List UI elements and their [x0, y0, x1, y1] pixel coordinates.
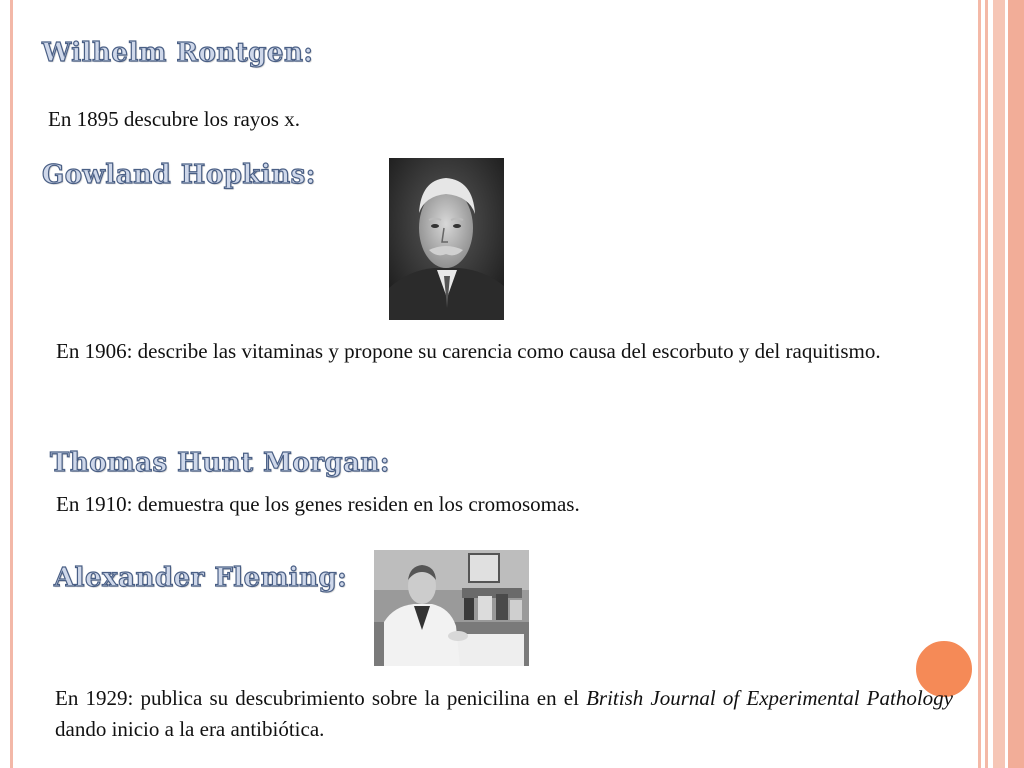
- journal-name: British Journal of Experimental Pathology: [586, 686, 954, 710]
- text-morgan: En 1910: demuestra que los genes residen en los cromosomas.: [56, 492, 580, 516]
- text-hopkins: En 1906: describe las vitaminas y propone su carencia como causa del escorbuto y del raquitismo.: [56, 339, 881, 363]
- heading-alexander-fleming: Alexander Fleming:: [54, 563, 348, 593]
- left-accent-line: [10, 0, 13, 768]
- heading-wilhelm-rontgen: Wilhelm Rontgen:: [42, 38, 314, 68]
- text-rontgen: En 1895 descubre los rayos x.: [48, 107, 300, 131]
- right-accent-bar: [978, 0, 981, 768]
- right-accent-bar: [1008, 0, 1024, 768]
- text-fleming: [55, 683, 953, 745]
- heading-gowland-hopkins: Gowland Hopkins:: [42, 160, 316, 190]
- text-fleming-prefix: En 1929: publica su descubrimiento sobre la penicilina en el: [55, 686, 587, 710]
- heading-thomas-hunt-morgan: Thomas Hunt Morgan:: [50, 448, 390, 478]
- right-accent-bar: [985, 0, 988, 768]
- text-fleming-suffix: dando inicio a la era antibiótica.: [55, 717, 325, 741]
- fleming-lab-photo: [374, 550, 529, 666]
- hopkins-portrait-photo: [389, 158, 504, 320]
- right-accent-bar: [993, 0, 1005, 768]
